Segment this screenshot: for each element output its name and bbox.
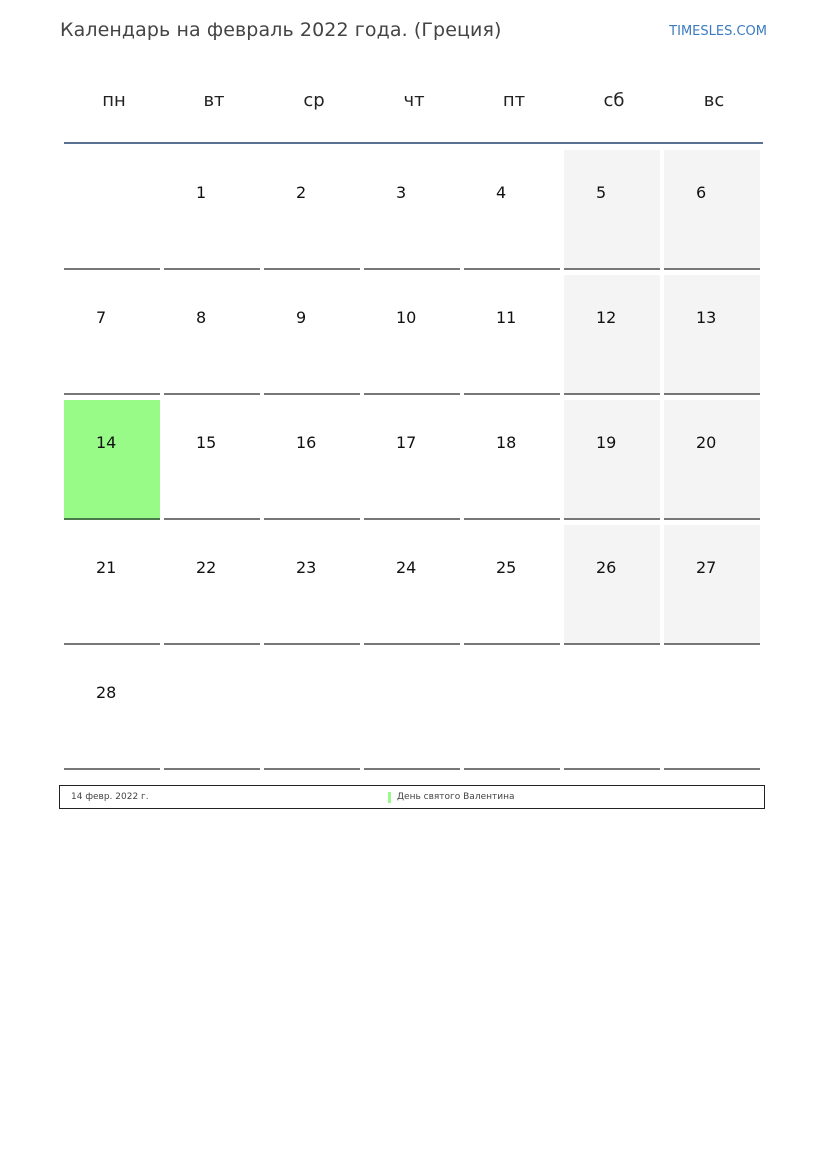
day-cell[interactable]: [364, 525, 460, 645]
calendar-week-row: [64, 650, 764, 770]
weekday-fri: пт: [502, 90, 526, 111]
holiday-legend: [59, 785, 765, 809]
day-cell[interactable]: [464, 275, 560, 395]
day-number: 20: [696, 433, 717, 452]
empty-day-cell: [464, 650, 560, 770]
calendar-week-row: [64, 525, 764, 645]
weekday-wed: ср: [303, 90, 325, 111]
day-cell[interactable]: [64, 525, 160, 645]
day-number: 25: [496, 558, 517, 577]
header-divider: [64, 142, 763, 144]
day-cell[interactable]: [564, 275, 660, 395]
day-cell[interactable]: [564, 150, 660, 270]
day-number: 6: [696, 183, 707, 202]
day-number: 26: [596, 558, 617, 577]
empty-day-cell: [264, 650, 360, 770]
day-number: 12: [596, 308, 617, 327]
day-number: 23: [296, 558, 317, 577]
day-number: 24: [396, 558, 417, 577]
weekday-sun: вс: [703, 90, 725, 111]
day-cell[interactable]: [564, 400, 660, 520]
day-number: 8: [196, 308, 207, 327]
legend-holiday-name: День святого Валентина: [397, 792, 515, 802]
day-cell[interactable]: [364, 275, 460, 395]
day-number: 1: [196, 183, 207, 202]
day-cell[interactable]: [464, 150, 560, 270]
day-number: 15: [196, 433, 217, 452]
day-cell[interactable]: [64, 400, 160, 520]
legend-color-marker: [388, 792, 391, 803]
day-cell[interactable]: [464, 525, 560, 645]
calendar-grid: [64, 150, 764, 775]
brand-link[interactable]: TIMESLES.COM: [669, 24, 767, 39]
day-cell[interactable]: [64, 275, 160, 395]
day-cell[interactable]: [564, 525, 660, 645]
weekday-header: [64, 90, 764, 111]
weekday-sat: сб: [603, 90, 625, 111]
day-cell[interactable]: [364, 400, 460, 520]
day-cell[interactable]: [664, 400, 760, 520]
page-title: Календарь на февраль 2022 года. (Греция): [60, 19, 502, 41]
day-cell[interactable]: [264, 275, 360, 395]
day-cell[interactable]: [664, 150, 760, 270]
day-number: 22: [196, 558, 217, 577]
day-number: 17: [396, 433, 417, 452]
day-cell[interactable]: [164, 400, 260, 520]
day-number: 7: [96, 308, 107, 327]
day-number: 11: [496, 308, 517, 327]
calendar-week-row: [64, 150, 764, 270]
calendar-week-row: [64, 275, 764, 395]
empty-day-cell: [564, 650, 660, 770]
day-number: 21: [96, 558, 117, 577]
day-cell[interactable]: [164, 150, 260, 270]
weekday-tue: вт: [203, 90, 225, 111]
day-number: 13: [696, 308, 717, 327]
empty-day-cell: [64, 150, 160, 270]
calendar-week-row: [64, 400, 764, 520]
empty-day-cell: [364, 650, 460, 770]
day-number: 9: [296, 308, 307, 327]
day-cell[interactable]: [664, 275, 760, 395]
weekday-thu: чт: [403, 90, 425, 111]
day-cell[interactable]: [264, 525, 360, 645]
day-cell[interactable]: [664, 525, 760, 645]
day-number: 18: [496, 433, 517, 452]
empty-day-cell: [164, 650, 260, 770]
day-cell[interactable]: [164, 525, 260, 645]
day-number: 19: [596, 433, 617, 452]
day-number: 3: [396, 183, 407, 202]
day-number: 10: [396, 308, 417, 327]
legend-date: 14 февр. 2022 г.: [71, 792, 149, 802]
weekday-mon: пн: [102, 90, 126, 111]
day-number: 2: [296, 183, 307, 202]
day-number: 4: [496, 183, 507, 202]
day-cell[interactable]: [164, 275, 260, 395]
day-number: 28: [96, 683, 117, 702]
day-cell[interactable]: [264, 150, 360, 270]
day-cell[interactable]: [264, 400, 360, 520]
day-number: 14: [96, 433, 117, 452]
day-cell[interactable]: [64, 650, 160, 770]
empty-day-cell: [664, 650, 760, 770]
day-cell[interactable]: [464, 400, 560, 520]
day-number: 16: [296, 433, 317, 452]
day-number: 27: [696, 558, 717, 577]
day-cell[interactable]: [364, 150, 460, 270]
day-number: 5: [596, 183, 607, 202]
